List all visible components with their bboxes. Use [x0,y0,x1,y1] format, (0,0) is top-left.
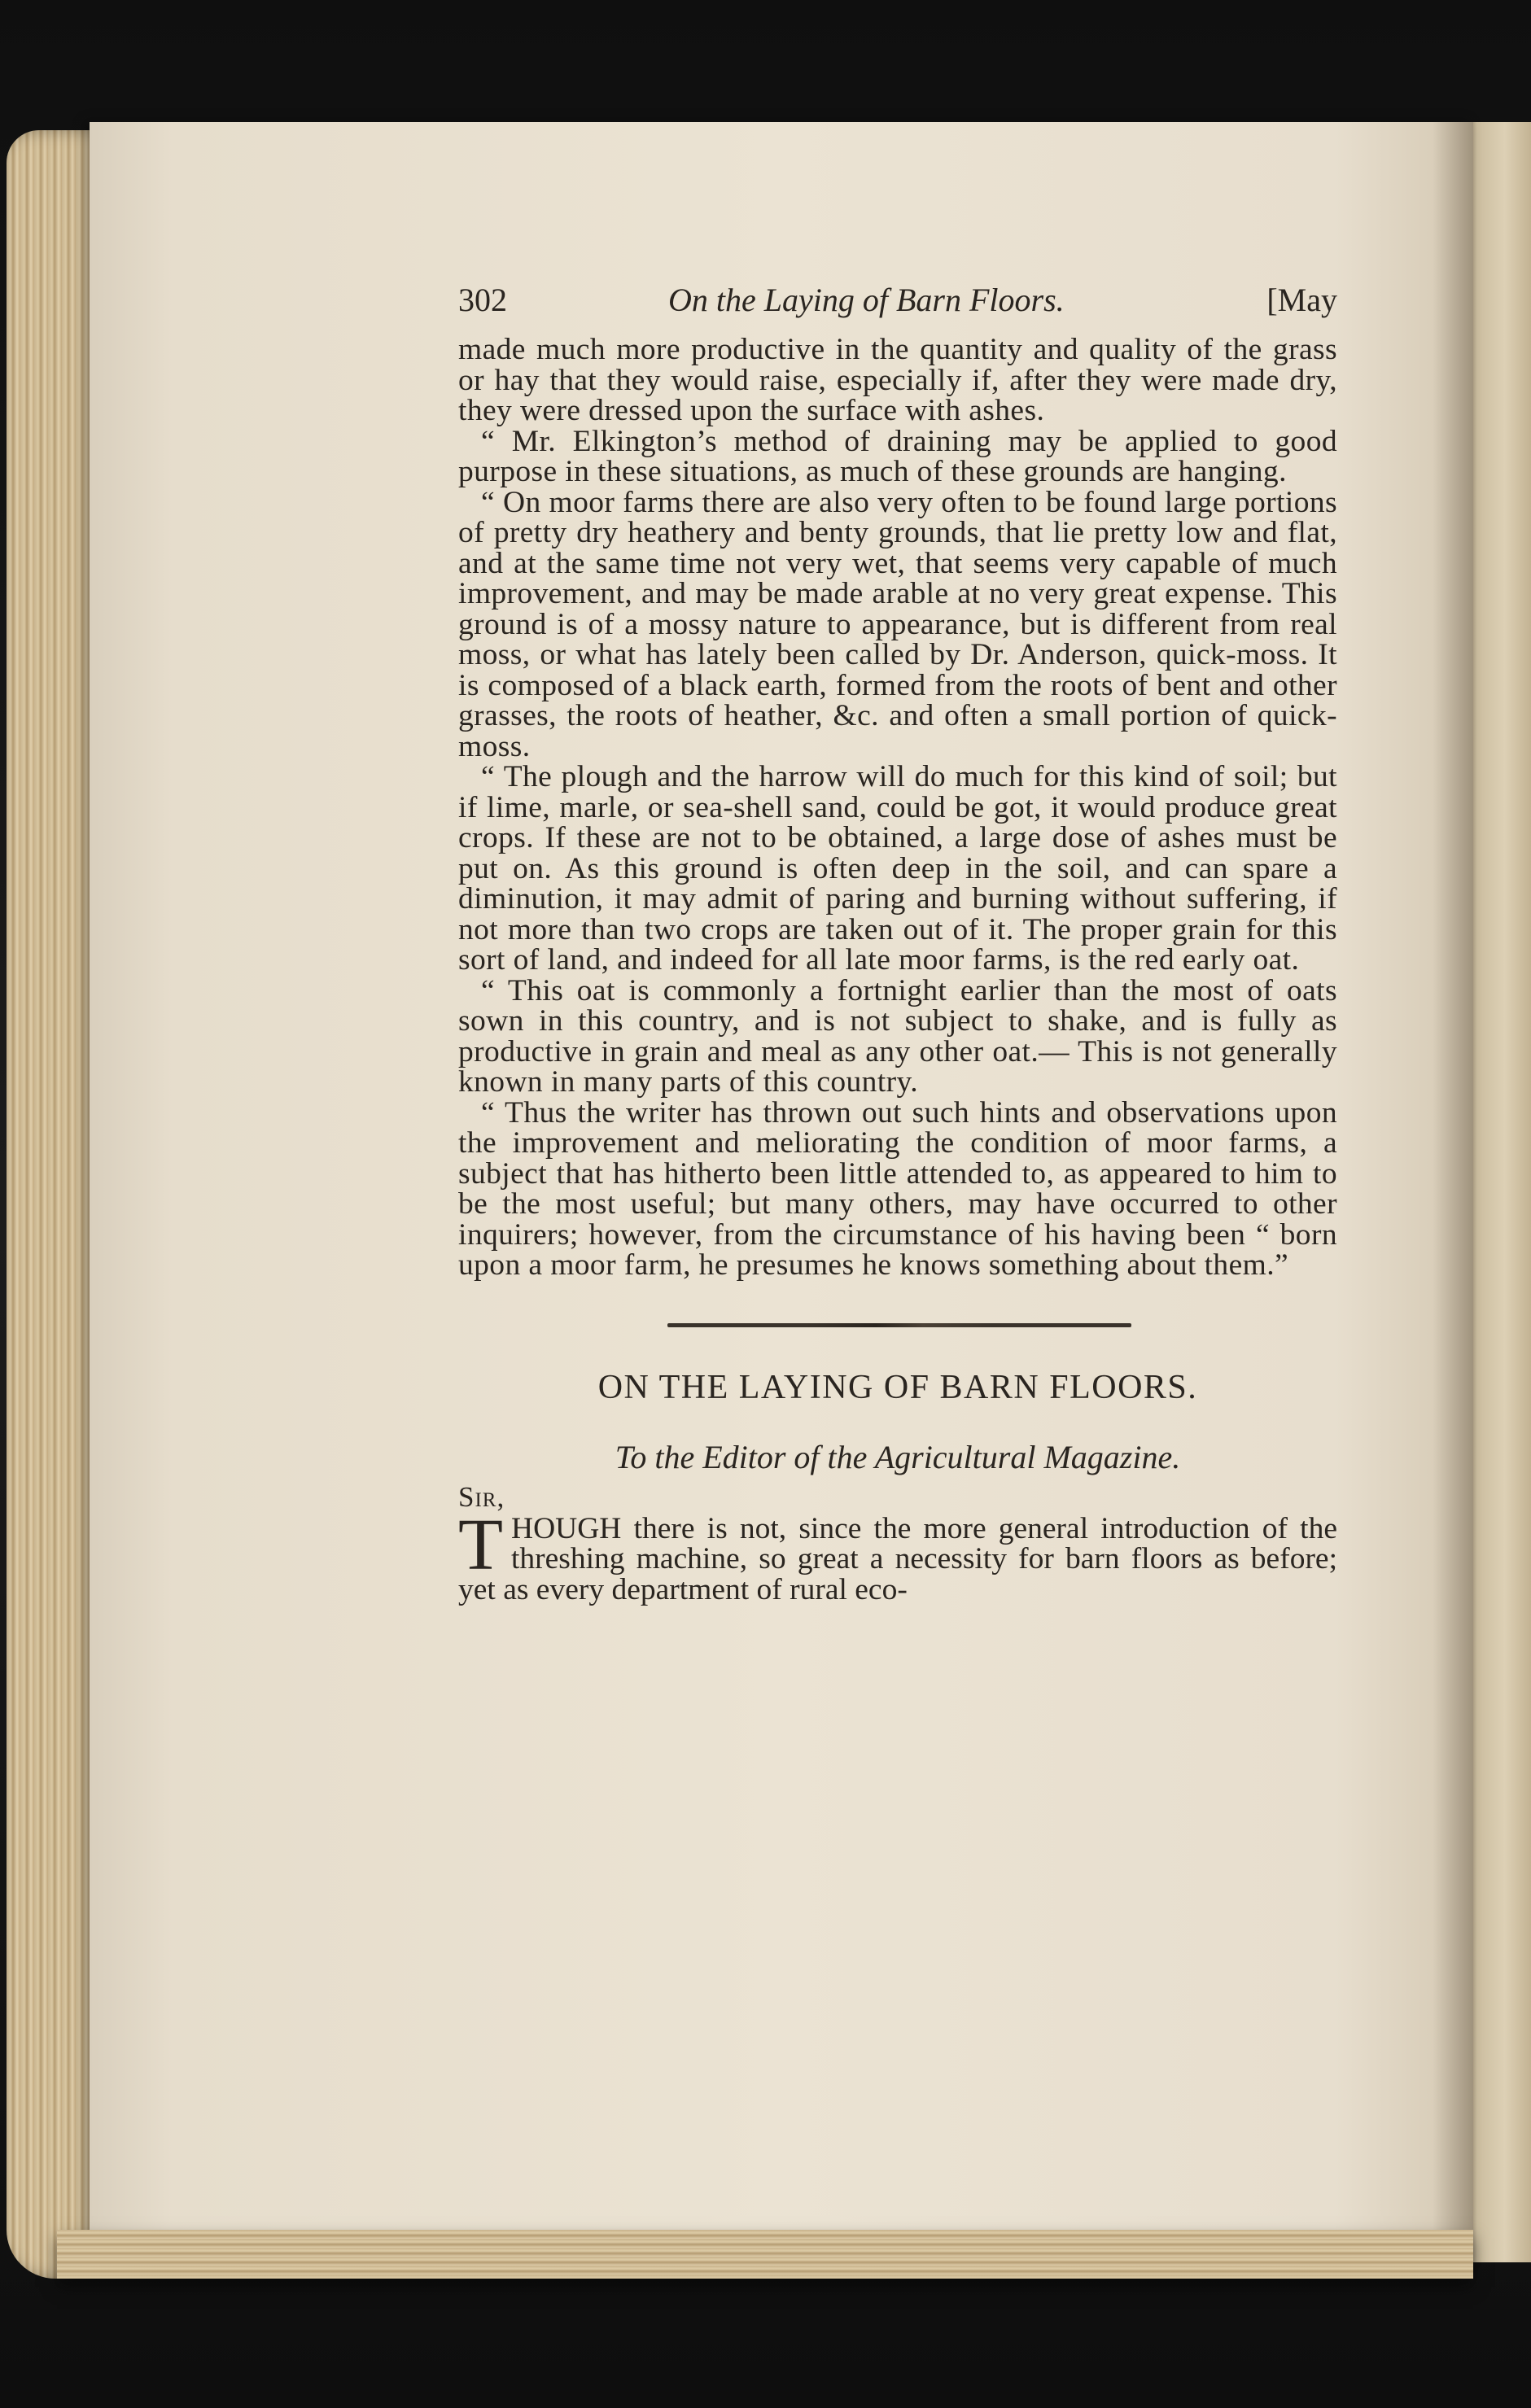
page-text-block [458,281,1337,1605]
page-number: 302 [458,282,507,318]
paragraph: made much more productive in the quantity and quality of the grass or hay that they would raise, especially if, after they were made dry, they were dressed upon the surface with ashes. [458,333,1337,427]
paragraph: “ Thus the writer has thrown out such hints and observations upon the improvement and meliorating the condition of moor farms, a subject that has hitherto been little attended to, as appeared to him to be the most useful; but many others, may have occurred to other inquirers; however, from the circumstance of his having been “ born upon a moor farm, he presumes he knows something about them.” [458,1095,1337,1282]
opposite-leaf [1465,122,1531,2262]
ornamental-rule [667,1323,1131,1327]
paragraph: “ Mr. Elkington’s method of draining may be applied to good purpose in these situations, as much of these grounds are hanging. [458,424,1337,488]
salutation [458,1481,1337,1514]
running-month: [May [1266,282,1337,318]
paragraph: “ The plough and the harrow will do much for this kind of soil; but if lime, marle, or sea-shell sand, could be got, it would produce great crops. If these are not to be obtained, a large dose of ashes must be put on. As this ground is often deep in the soil, and can spare a diminution, it may admit of paring and burning without suffering, if not more than two crops are taken out of it. The proper grain for this sort of land, and indeed for all late moor farms, is the red early oat. [458,760,1337,977]
article-heading: ON THE LAYING OF BARN FLOORS. [597,1368,1198,1406]
paragraph: “ This oat is commonly a fortnight earlier than the most of oats sown in this country, and is not subject to shake, and is fully as productive in grain and meal as any other oat.— This is not generally known in many parts of this country. [458,973,1337,1099]
paragraph: “ On moor farms there are also very often to be found large portions of pretty dry heathery and benty grounds, that lie pretty low and flat, and at the same time not very wet, that seems very capable of much improvement, and may be made arable at no very great expense. This ground is of a mossy nature to appearance, but is different from real moss, or what has lately been called by Dr. Anderson, quick-moss. It is composed of a black earth, formed from the roots of bent and other grasses, the roots of heather, &c. and often a small portion of quick-moss. [458,485,1337,763]
drop-cap: T [458,1504,503,1585]
spine-shadow [1433,122,1473,2262]
running-head [458,281,1337,330]
opening-paragraph [458,1504,1337,1606]
dedication-line: To the Editor of the Agricultural Magazine. [615,1438,1181,1475]
salutation-text: Sir, [458,1480,505,1513]
page-bottom-edges [57,2230,1473,2279]
running-title: On the Laying of Barn Floors. [668,282,1065,318]
opening-text: HOUGH there is not, since the more general introduction of the threshing machine, so great a necessity for barn floors as before; yet as every department of rural eco- [458,1511,1337,1606]
